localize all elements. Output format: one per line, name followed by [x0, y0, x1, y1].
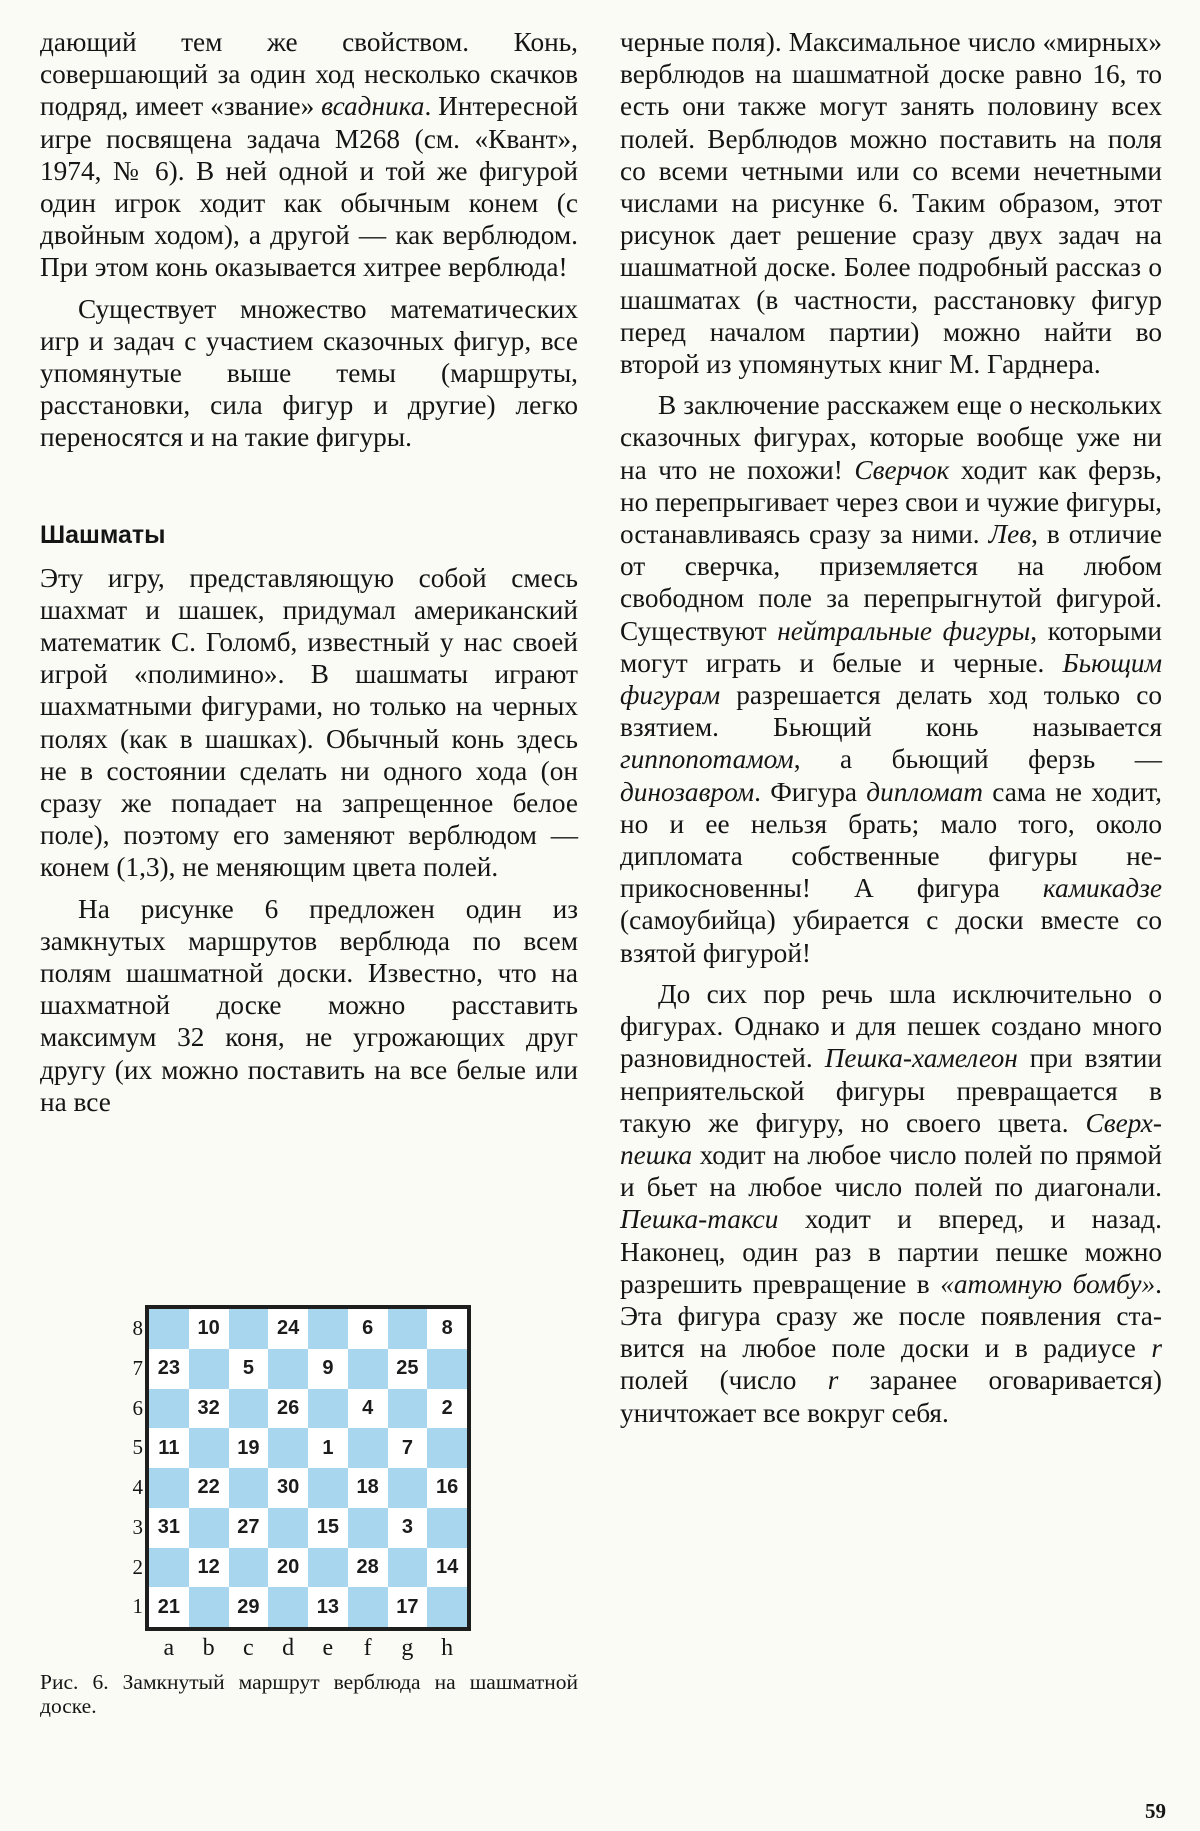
paragraph: черные поля). Максимальное число «мирных» верблюдов на шашматной доске равно 16, то есть они также могут занять половину всех полей. Верблюдов можно поставить на поля со всеми четными или со всеми нечетными числами на рисунке 6. Таким образом, этот рисунок дает решение сразу двух задач на шашматной доске. Более подробный рассказ о шашматах (в частности, расстановку фигур перед началом партии) можно найти во второй из упомянутых книг М. Гарднера. — [620, 27, 1162, 380]
board-square-e6 — [308, 1389, 348, 1429]
paragraph: Эту игру, представляющую собой смесь шахмат и шашек, придумал американский математик С. Голомб, известный у нас своей игрой «полимино». В шашматы играют шахматными фигурами, но только на черных полях (как в шашках). Обычный конь здесь не в состоянии сделать ни одного хода (он сразу же попадает на запрещенное белое поле), поэтому его заменяют верблюдом — конем (1,3), не меняющим цвета полей. — [40, 562, 578, 883]
file-label: d — [282, 1635, 295, 1661]
board-square-b6: 32 — [189, 1389, 229, 1429]
file-label: h — [441, 1635, 454, 1661]
board-square-e4 — [308, 1468, 348, 1508]
file-label: e — [322, 1635, 334, 1661]
paragraph: дающий тем же свойством. Конь, совершающий за один ход несколько скачков подряд, имеет «звание» всадника. Интересной игре посвящена задача М268 (см. «Квант», 1974, № 6). В ней одной и той же фигурой один игрок ходит как обычным конем (с двойным ходом), а другой — как верблюдом. При этом конь оказывается хитрее верблюда! — [40, 27, 578, 283]
board-square-d1 — [268, 1587, 308, 1627]
board-square-a4 — [149, 1468, 189, 1508]
rank-label: 8 — [132, 1316, 143, 1340]
board-square-g3: 3 — [388, 1508, 428, 1548]
board-square-e8 — [308, 1309, 348, 1349]
board-square-d8: 24 — [268, 1309, 308, 1349]
board-square-h1 — [427, 1587, 467, 1627]
board-square-f3 — [348, 1508, 388, 1548]
board-square-g4 — [388, 1468, 428, 1508]
board-square-f6: 4 — [348, 1389, 388, 1429]
section-heading: Шашматы — [40, 520, 166, 549]
board-square-e1: 13 — [308, 1587, 348, 1627]
board-square-b2: 12 — [189, 1548, 229, 1588]
board-square-h7 — [427, 1349, 467, 1389]
board-square-e3: 15 — [308, 1508, 348, 1548]
board-square-a1: 21 — [149, 1587, 189, 1627]
board-square-d6: 26 — [268, 1389, 308, 1429]
rank-label: 4 — [132, 1475, 143, 1499]
board-square-a7: 23 — [149, 1349, 189, 1389]
board-square-h3 — [427, 1508, 467, 1548]
rank-label: 2 — [132, 1554, 143, 1579]
board-square-f7 — [348, 1349, 388, 1389]
board-square-a3: 31 — [149, 1508, 189, 1548]
paragraph: В заключение расскажем еще о нескольких сказочных фигурах, которые вообще уже ни на что не похожи! Сверчок ходит как ферзь, но перепрыгивает через свои и чужие фигуры, останавливаясь сразу за ними. Лев, в отличие от сверчка, приземляется на любом свободном поле за перепрыгнутой фигурой. Существуют нейтральные фигуры, которыми могут играть и белые и черные. Бьющим фигурам разрешается делать ход только со взятием. Бьющий конь называется гиппопотамом, а бьющий ферзь — динозавром. Фигура дипломат сама не ходит, но и ее нельзя брать; мало того, около дипломата собственные фигуры неприкосновенны! А фигура камикадзе (самоубийца) убирается с доски вместе со взятой фигурой! — [620, 390, 1162, 968]
board-square-c8 — [229, 1309, 269, 1349]
board-square-g7: 25 — [388, 1349, 428, 1389]
figure-caption: Рис. 6. Замкнутый маршрут верблюда на шашматной доске. — [40, 1670, 578, 1718]
board-square-a2 — [149, 1548, 189, 1588]
board-square-d5 — [268, 1428, 308, 1468]
board-square-f1 — [348, 1587, 388, 1627]
board-square-e5: 1 — [308, 1428, 348, 1468]
paragraph: Существует множество математических игр и задач с участием сказочных фигур, все упомянутые выше темы (маршруты, расстановки, сила фигур и другие) легко переносятся и на такие фигуры. — [40, 293, 578, 453]
board-square-h4: 16 — [427, 1468, 467, 1508]
board-square-f5 — [348, 1428, 388, 1468]
board-square-h8: 8 — [427, 1309, 467, 1349]
board-square-b7 — [189, 1349, 229, 1389]
paragraph: До сих пор речь шла исключительно о фигурах. Однако и для пешек создано много разновидностей. Пешка-хамелеон при взятии неприятельской фигуры превращается в такую же фигуру, но своего цвета. Сверхпешка ходит на любое число полей по прямой и бьет на любое число полей по диагонали. Пешка-такси ходит и вперед, и назад. Наконец, один раз в партии пешке можно разрешить превращение в «атомную бомбу». Эта фигура сразу же после появления ставится на любое поле доски и в радиусе r полей (число r заранее оговаривается) уничтожает все вокруг себя. — [620, 978, 1162, 1428]
board-square-h6: 2 — [427, 1389, 467, 1429]
board-square-h5 — [427, 1428, 467, 1468]
board-square-g1: 17 — [388, 1587, 428, 1627]
board-square-g2 — [388, 1548, 428, 1588]
file-label: a — [163, 1635, 175, 1661]
board-square-e7: 9 — [308, 1349, 348, 1389]
board-square-a5: 11 — [149, 1428, 189, 1468]
board-square-b3 — [189, 1508, 229, 1548]
chessboard — [145, 1305, 471, 1631]
rank-label: 6 — [132, 1395, 143, 1420]
board-square-g8 — [388, 1309, 428, 1349]
board-square-b1 — [189, 1587, 229, 1627]
board-square-c2 — [229, 1548, 269, 1588]
paragraph: На рисунке 6 предложен один из замкнутых маршрутов верблюда по всем полям шашматной доски. Известно, что на шахматной доске можно расставить максимум 32 коня, не угрожающих друг другу (их можно поставить на все белые или на все — [40, 893, 578, 1117]
board-square-a8 — [149, 1309, 189, 1349]
rank-label: 3 — [132, 1514, 143, 1539]
board-square-h2: 14 — [427, 1548, 467, 1588]
rank-label: 1 — [132, 1594, 143, 1619]
board-square-g5: 7 — [388, 1428, 428, 1468]
board-square-b5 — [189, 1428, 229, 1468]
page-number: 59 — [1145, 1799, 1166, 1823]
board-square-d4: 30 — [268, 1468, 308, 1508]
board-square-d3 — [268, 1508, 308, 1548]
board-square-g6 — [388, 1389, 428, 1429]
board-square-f4: 18 — [348, 1468, 388, 1508]
file-label: f — [363, 1635, 372, 1661]
file-label: g — [401, 1635, 414, 1661]
board-square-d7 — [268, 1349, 308, 1389]
board-square-a6 — [149, 1389, 189, 1429]
board-square-c5: 19 — [229, 1428, 269, 1468]
left-column — [40, 26, 578, 1118]
board-square-f8: 6 — [348, 1309, 388, 1349]
rank-label: 7 — [132, 1355, 143, 1380]
board-square-d2: 20 — [268, 1548, 308, 1588]
board-square-c4 — [229, 1468, 269, 1508]
board-square-c7: 5 — [229, 1349, 269, 1389]
file-label: b — [202, 1635, 215, 1661]
right-column — [620, 26, 1162, 1429]
rank-label: 5 — [132, 1435, 143, 1460]
board-square-b4: 22 — [189, 1468, 229, 1508]
board-square-b8: 10 — [189, 1309, 229, 1349]
board-square-c1: 29 — [229, 1587, 269, 1627]
board-square-f2: 28 — [348, 1548, 388, 1588]
board-square-c6 — [229, 1389, 269, 1429]
file-label: c — [243, 1635, 254, 1661]
board-square-c3: 27 — [229, 1508, 269, 1548]
board-square-e2 — [308, 1548, 348, 1588]
